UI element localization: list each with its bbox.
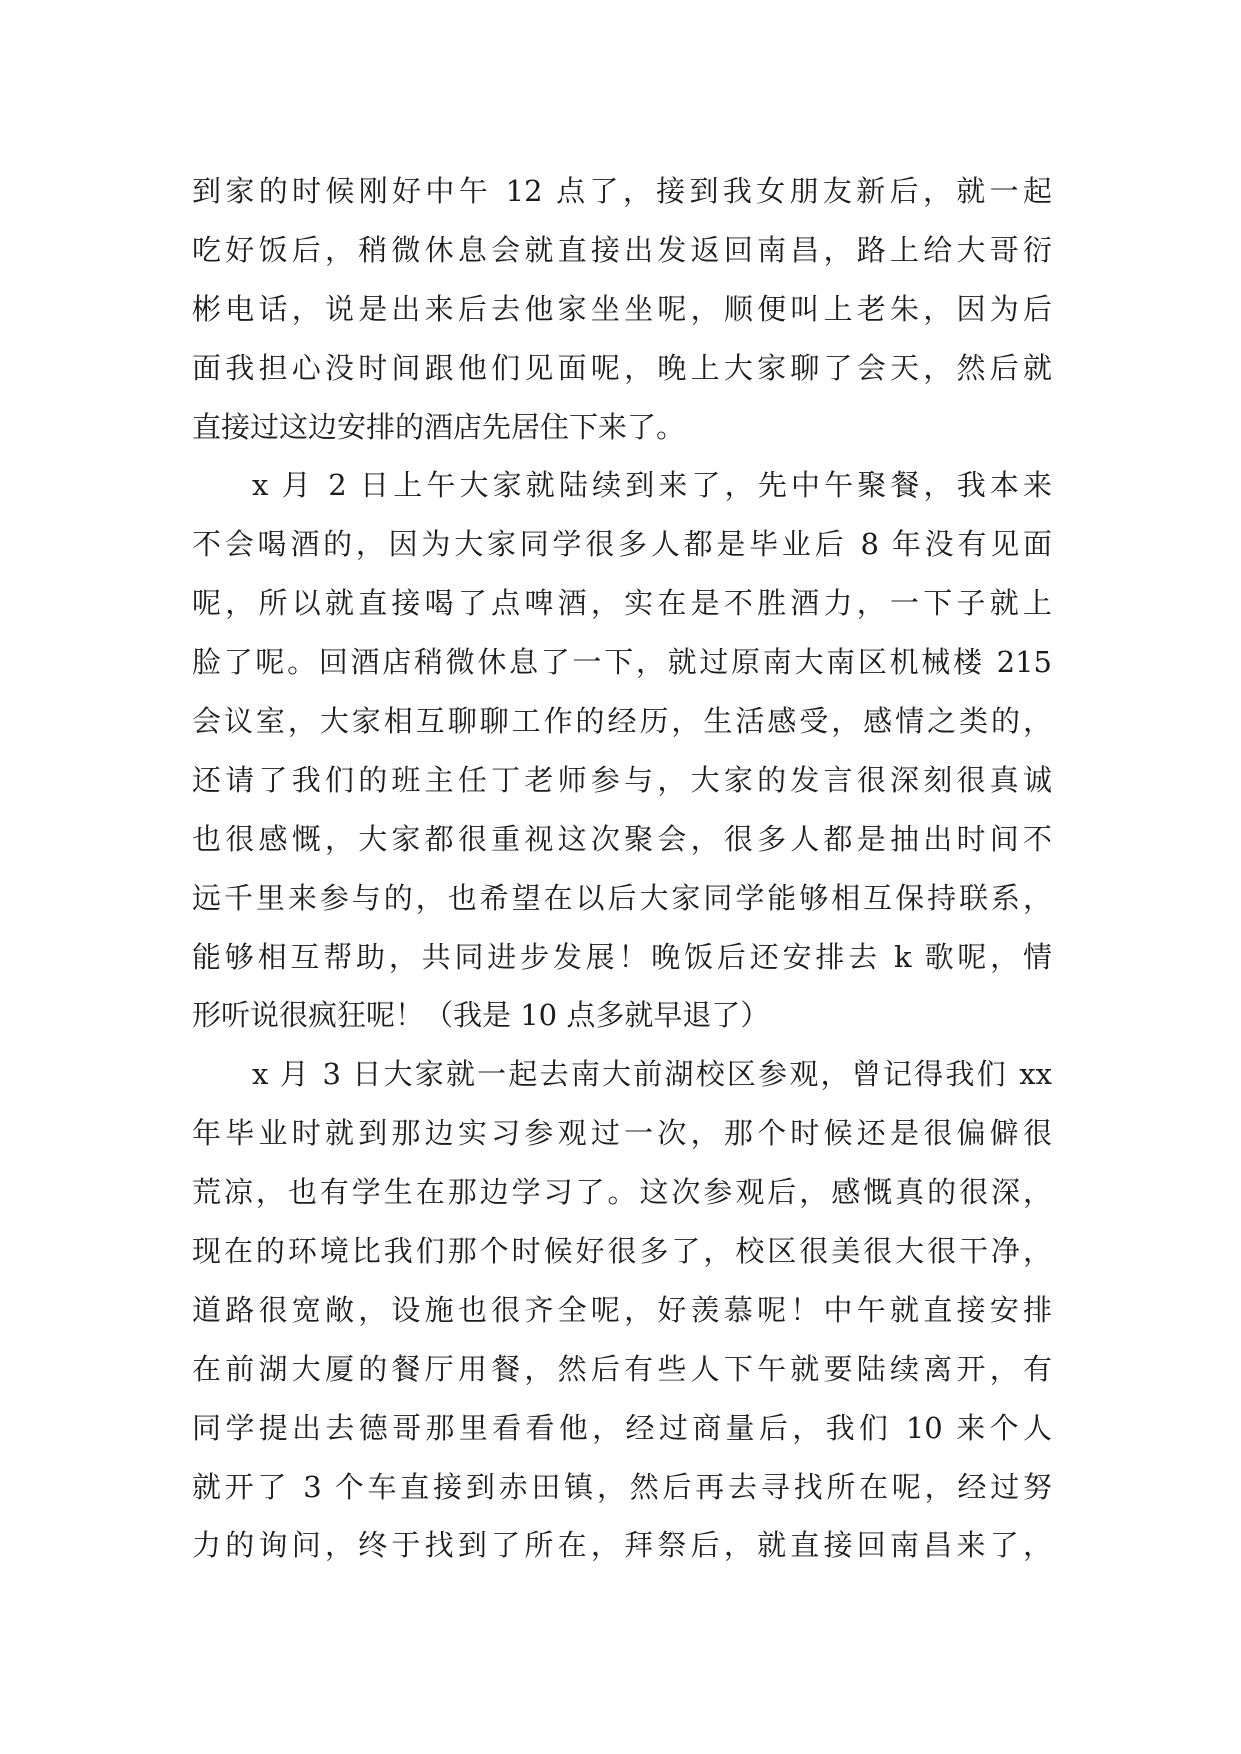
document-body [192, 162, 1052, 1575]
text-line: 形听说很疯狂呢！（我是 10 点多就早退了） [192, 998, 770, 1033]
text-line: 力的询问，终于找到了所在，拜祭后，就直接回南昌来了， [192, 1528, 1052, 1563]
text-line: 道路很宽敞，设施也很齐全呢，好羡慕呢！中午就直接安排 [192, 1292, 1052, 1327]
text-line: 呢，所以就直接喝了点啤酒，实在是不胜酒力，一下子就上 [192, 586, 1052, 621]
text-line: 年毕业时就到那边实习参观过一次，那个时候还是很偏僻很 [192, 1116, 1052, 1151]
text-line: 会议室，大家相互聊聊工作的经历，生活感受，感情之类的， [192, 704, 1052, 739]
text-line: 彬电话，说是出来后去他家坐坐呢，顺便叫上老朱，因为后 [192, 291, 1052, 326]
text-line: 能够相互帮助，共同进步发展！晚饭后还安排去 k 歌呢，情 [192, 939, 1052, 974]
text-line: 在前湖大厦的餐厅用餐，然后有些人下午就要陆续离开，有 [192, 1351, 1052, 1386]
text-line: 不会喝酒的，因为大家同学很多人都是毕业后 8 年没有见面 [192, 527, 1052, 562]
text-line: 同学提出去德哥那里看看他，经过商量后，我们 10 来个人 [192, 1410, 1052, 1445]
text-line: 也很感慨，大家都很重视这次聚会，很多人都是抽出时间不 [192, 821, 1052, 856]
text-line: 直接过这边安排的酒店先居住下来了。 [192, 409, 686, 444]
text-line: 到家的时候刚好中午 12 点了，接到我女朋友新后，就一起 [192, 174, 1052, 208]
paragraph [192, 162, 1052, 456]
text-line: x 月 3 日大家就一起去南大前湖校区参观，曾记得我们 xx [252, 1057, 1052, 1092]
paragraph [192, 456, 1052, 1045]
text-line: 吃好饭后，稍微休息会就直接出发返回南昌，路上给大哥衍 [192, 232, 1052, 267]
text-line: 就开了 3 个车直接到赤田镇，然后再去寻找所在呢，经过努 [192, 1469, 1052, 1504]
text-line: 荒凉，也有学生在那边学习了。这次参观后，感慨真的很深， [192, 1175, 1052, 1210]
text-line: 面我担心没时间跟他们见面呢，晚上大家聊了会天，然后就 [192, 350, 1052, 385]
text-line: 现在的环境比我们那个时候好很多了，校区很美很大很干净， [192, 1234, 1052, 1269]
paragraph [192, 1045, 1052, 1575]
text-line: 脸了呢。回酒店稍微休息了一下，就过原南大南区机械楼 215 [192, 645, 1052, 680]
text-line: x 月 2 日上午大家就陆续到来了，先中午聚餐，我本来 [252, 468, 1052, 503]
text-line: 还请了我们的班主任丁老师参与，大家的发言很深刻很真诚 [192, 762, 1052, 797]
text-line: 远千里来参与的，也希望在以后大家同学能够相互保持联系， [192, 880, 1052, 915]
